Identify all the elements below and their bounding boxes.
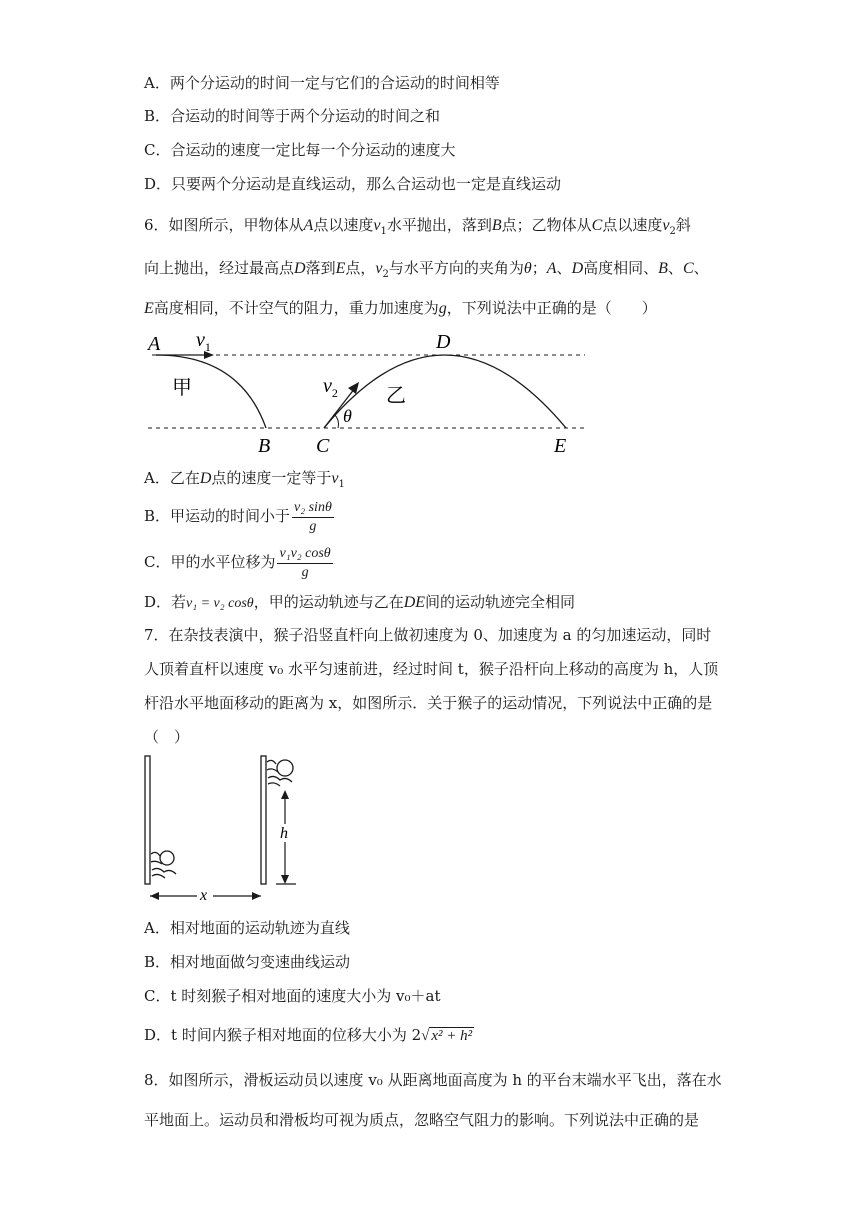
q6-option-b: B．甲运动的时间小于 $\frac{\text{v₂ sinθ}}{g}$ — [144, 499, 332, 534]
q5-option-d: D．只要两个分运动是直线运动，那么合运动也一定是直线运动 — [144, 175, 562, 193]
q5-option-a: A．两个分运动的时间一定与它们的合运动的时间相等 — [144, 74, 500, 92]
monkey-top-icon — [267, 760, 293, 786]
v2-arrowhead — [348, 382, 359, 394]
q8-stem-line2: 平地面上。运动员和滑板均可视为质点，忽略空气阻力的影响。下列说法中正确的是 — [144, 1111, 700, 1129]
q7-stem-line4: （ ） — [144, 728, 190, 746]
q7-stem-line2: 人顶着直杆以速度 v₀ 水平匀速前进，经过时间 t，猴子沿杆向上移动的高度为 h，人顶 — [144, 660, 719, 678]
left-pole — [145, 756, 150, 884]
q5-option-c: C．合运动的速度一定比每一个分运动的速度大 — [144, 141, 456, 159]
fig-label-jia: 甲 — [172, 377, 192, 399]
q6-stem-line3: E高度相同，不计空气的阻力，重力加速度为g，下列说法中正确的是（ ） — [144, 299, 657, 317]
q7-monkey-pole-figure — [0, 752, 860, 912]
q6-stem-line2: 向上抛出，经过最高点D落到E点，$v_2$与水平方向的夹角为θ；A、D高度相同、B、C、 — [144, 259, 709, 280]
trajectory-yi — [324, 355, 566, 428]
fig-label-yi: 乙 — [386, 385, 406, 407]
fig-label-D: D — [436, 331, 451, 353]
fig-label-E: E — [554, 435, 567, 456]
q6-option-a: A．乙在D点的速度一定等于$v_1$ — [144, 469, 345, 490]
fig-label-C: C — [316, 435, 330, 456]
right-pole — [261, 756, 266, 884]
q7-option-a: A．相对地面的运动轨迹为直线 — [144, 919, 350, 937]
q7-stem-line1: 7．在杂技表演中，猴子沿竖直杆向上做初速度为 0、加速度为 a 的匀加速运动，同时 — [144, 626, 712, 644]
fig-label-x: x — [200, 887, 208, 904]
h-arrow-up — [281, 790, 289, 799]
fig-label-A: A — [148, 333, 161, 355]
q7-stem-line3: 杆沿水平地面移动的距离为 x，如图所示．关于猴子的运动情况，下列说法中正确的是 — [144, 694, 713, 712]
x-arrow-left — [150, 892, 159, 900]
q6-stem-line1: 6．如图所示，甲物体从A点以速度$v_1$水平抛出，落到B点；乙物体从C点以速度$v_2$斜 — [144, 216, 691, 237]
x-arrow-right — [252, 892, 261, 900]
q6-projectile-figure — [0, 326, 860, 456]
monkey-bottom-icon — [151, 851, 176, 878]
q6-option-c: C．甲的水平位移为 $\frac{\text{v₁v₂ cosθ}}{g}$ — [144, 545, 331, 580]
fig-label-theta: θ — [343, 406, 352, 426]
h-arrow-down — [281, 875, 289, 884]
q7-option-b: B．相对地面做匀变速曲线运动 — [144, 953, 351, 971]
q7-option-c: C．t 时刻猴子相对地面的速度大小为 v₀＋at — [144, 987, 441, 1005]
q6-option-d: D．若v₁ = v₂ cosθ，甲的运动轨迹与乙在DE间的运动轨迹完全相同 — [144, 593, 576, 611]
fig-label-v1: $v_1$ — [196, 329, 211, 354]
fig-label-v2: $v_2$ — [323, 375, 338, 400]
q8-stem-line1: 8．如图所示，滑板运动员以速度 v₀ 从距离地面高度为 h 的平台末端水平飞出，落在水 — [144, 1071, 722, 1089]
q5-option-b: B．合运动的时间等于两个分运动的时间之和 — [144, 107, 441, 125]
fig-label-h: h — [280, 825, 288, 842]
fig-label-B: B — [258, 435, 271, 456]
q7-option-d: D．t 时间内猴子相对地面的位移大小为 2√ x² + h² — [144, 1026, 473, 1044]
